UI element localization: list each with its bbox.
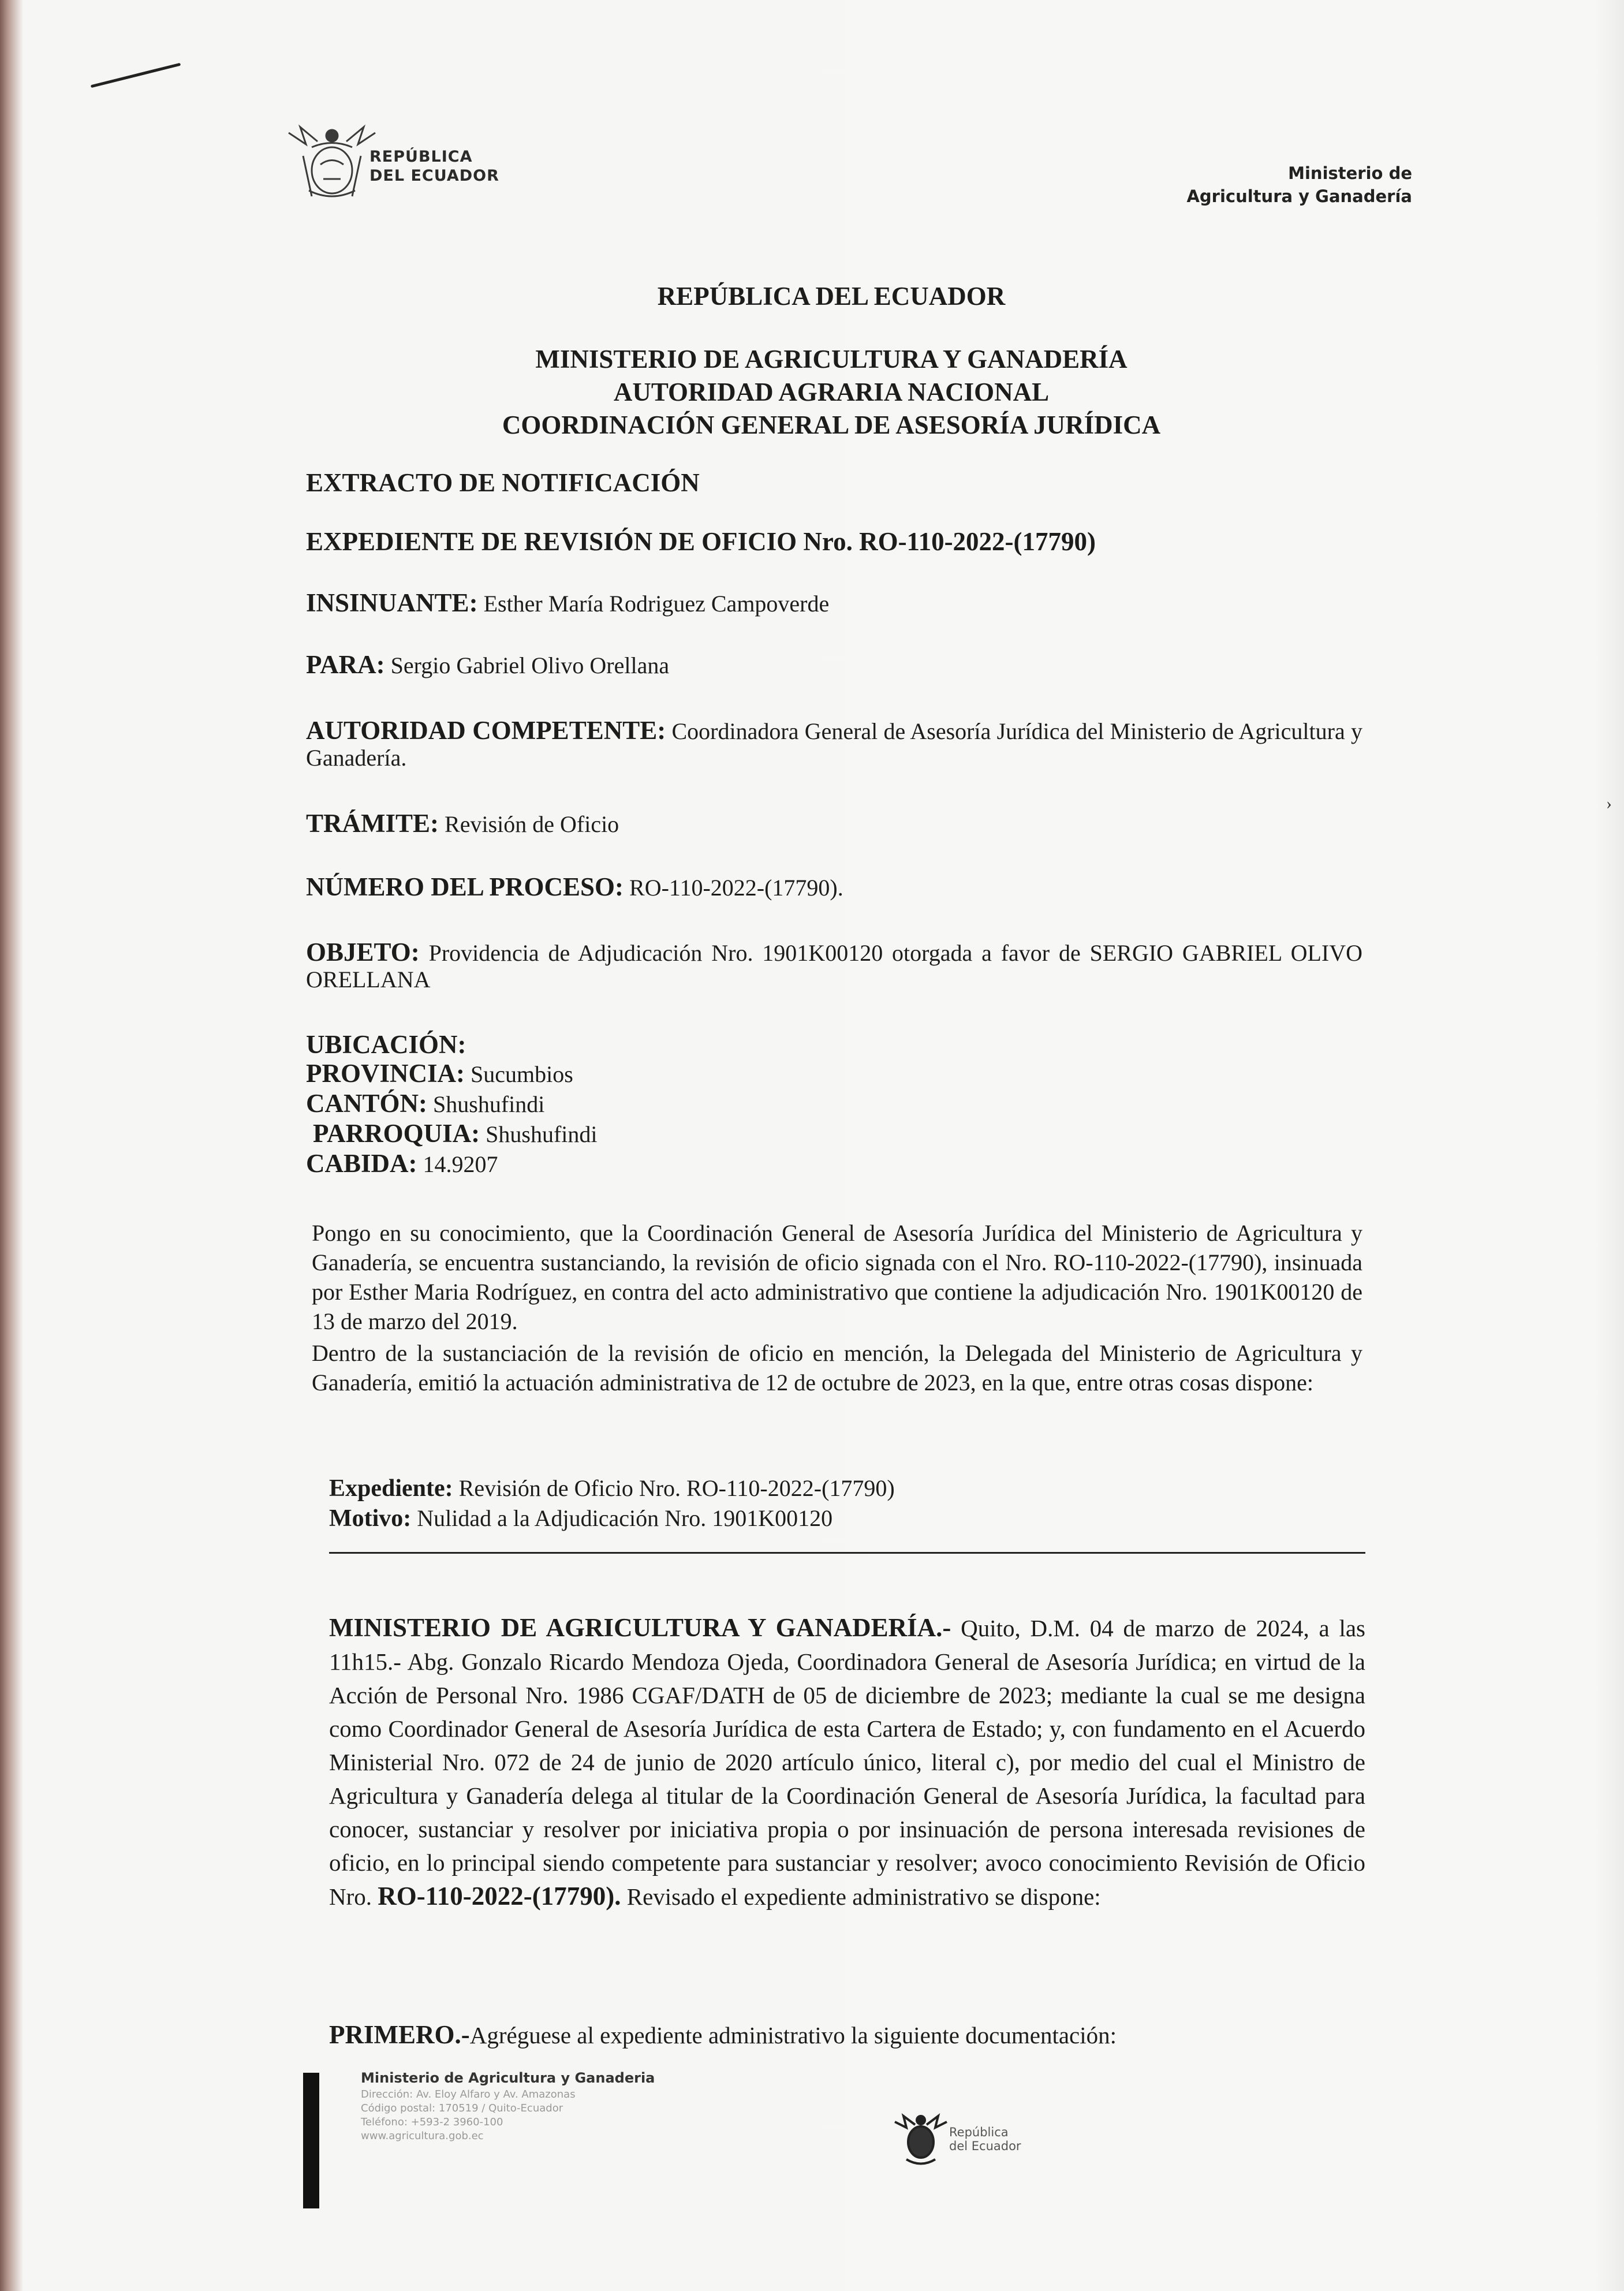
canton-label: CANTÓN: [306, 1089, 427, 1118]
parroquia-value: Shushufindi [486, 1121, 598, 1147]
tramite-value: Revisión de Oficio [445, 811, 619, 837]
providencia-motivo-value: Nulidad a la Adjudicación Nro. 1901K00120 [417, 1505, 833, 1531]
provincia-value: Sucumbios [471, 1061, 573, 1087]
autoridad-field [306, 717, 1362, 771]
paragraph-2: Dentro de la sustanciación de la revisión de oficio en mención, la Delegada del Ministerio de Agricultura y Ganadería, emitió la actuación administrativa de 12 de octubre de 2023, en la que, entre otras cosas dispone: [312, 1340, 1362, 1396]
header-ministry [1186, 162, 1412, 208]
cabida-value: 14.9207 [423, 1151, 498, 1177]
resolution-paragraph [329, 1611, 1365, 1913]
footer-codigo: Código postal: 170519 / Quito-Ecuador [361, 2102, 563, 2114]
resolution-tail: Revisado el expediente administrativo se dispone: [621, 1883, 1101, 1910]
resolution-body: Quito, D.M. 04 de marzo de 2024, a las 11h15.- Abg. Gonzalo Ricardo Mendoza Ojeda, Coordinadora General de Asesoría Jurídica; en virtud de la Acción de Personal Nro. 1986 CGAF/DATH de 05 de diciembre de 2023; mediante la cual se me designa como Coordinador General de Asesoría Jurídica de esta Cartera de Estado; y, con fundamento en el Acuerdo Ministerial Nro. 072 de 24 de junio de 2020 artículo único, literal c), por medio del cual el Ministro de Agricultura y Ganadería delega al titular de la Coordinación General de Asesoría Jurídica, la facultad para conocer, sustanciar y resolver por iniciativa propia o por insinuación de persona interesada revisiones de oficio, en lo principal siendo competente para sustanciar y resolver; avoco conocimiento Revisión de Oficio Nro. [329, 1615, 1365, 1910]
tramite-field [306, 808, 1362, 839]
tramite-label: TRÁMITE: [306, 809, 439, 838]
providencia-motivo-label: Motivo: [329, 1505, 412, 1532]
resolution-lead: MINISTERIO DE AGRICULTURA Y GANADERÍA.- [329, 1613, 951, 1642]
footer-logo [889, 2107, 1021, 2171]
ubicacion-label: UBICACIÓN: [306, 1030, 466, 1059]
header-republica: REPÚBLICA [369, 148, 473, 166]
numero-field [306, 872, 1362, 903]
cabida-label: CABIDA: [306, 1149, 417, 1178]
provincia-line [306, 1059, 1362, 1089]
providencia-motivo [329, 1503, 1362, 1533]
primero-text: Agréguese al expediente administrativo la siguiente documentación: [469, 2022, 1117, 2049]
title-autoridad: AUTORIDAD AGRARIA NACIONAL [613, 378, 1050, 406]
header-del-ecuador: DEL ECUADOR [369, 167, 499, 185]
footer-bar [303, 2073, 319, 2208]
footer-telefono: Teléfono: +593-2 3960-100 [361, 2116, 503, 2128]
cabida-line [306, 1149, 1362, 1179]
paragraph-1: Pongo en su conocimiento, que la Coordinación General de Asesoría Jurídica del Ministerio de Agricultura y Ganadería, se encuentra sustanciando, la revisión de oficio signada con el Nro. RO-110-2022-(17790), insinuada por Esther Maria Rodríguez, en contra del acto administrativo que contiene la adjudicación Nro. 1901K00120 de 13 de marzo del 2019. [312, 1220, 1362, 1334]
canton-line [306, 1089, 1362, 1119]
providencia-expediente-value: Revisión de Oficio Nro. RO-110-2022-(17790) [458, 1475, 895, 1501]
para-label: PARA: [306, 650, 385, 679]
title-coordinacion: COORDINACIÓN GENERAL DE ASESORÍA JURÍDICA [502, 411, 1161, 439]
scan-speck: › [1606, 794, 1612, 813]
parroquia-line [306, 1119, 1362, 1149]
ubicacion-block [306, 1030, 1362, 1179]
numero-value: RO-110-2022-(17790). [629, 875, 843, 901]
extracto-heading: EXTRACTO DE NOTIFICACIÓN [306, 468, 700, 497]
title-ministerio: MINISTERIO DE AGRICULTURA Y GANADERÍA [535, 345, 1128, 374]
footer-web: www.agricultura.gob.ec [361, 2130, 484, 2142]
footer-logo-line2: del Ecuador [949, 2139, 1021, 2153]
para-value: Sergio Gabriel Olivo Orellana [390, 652, 670, 678]
insinuante-field [306, 588, 1362, 619]
header-ministry-line2: Agricultura y Ganadería [1186, 186, 1412, 206]
providencia-expediente-label: Expediente: [329, 1475, 453, 1502]
resolution-ref: RO-110-2022-(17790). [378, 1882, 621, 1911]
autoridad-label: AUTORIDAD COMPETENTE: [306, 716, 666, 745]
objeto-value: Providencia de Adjudicación Nro. 1901K00120 otorgada a favor de SERGIO GABRIEL OLIVO ORELLANA [306, 940, 1362, 992]
objeto-label: OBJETO: [306, 938, 420, 967]
objeto-field [306, 939, 1362, 993]
divider-line [329, 1552, 1365, 1554]
footer-coat-of-arms-icon [889, 2107, 953, 2171]
provincia-label: PROVINCIA: [306, 1059, 465, 1088]
para-field [306, 650, 1362, 681]
insinuante-value: Esther María Rodriguez Campoverde [483, 591, 830, 617]
autoridad-value: Coordinadora General de Asesoría Jurídica del Ministerio de Agricultura y Ganadería. [306, 718, 1362, 771]
canton-value: Shushufindi [433, 1091, 545, 1117]
insinuante-label: INSINUANTE: [306, 588, 478, 617]
expediente-heading: EXPEDIENTE DE REVISIÓN DE OFICIO Nro. RO-110-2022-(17790) [306, 527, 1096, 556]
primero-label: PRIMERO.- [329, 2020, 470, 2049]
parroquia-label: PARROQUIA: [313, 1119, 480, 1148]
primero-line [329, 2018, 1365, 2052]
footer-direccion: Dirección: Av. Eloy Alfaro y Av. Amazonas [361, 2088, 576, 2100]
footer-title: Ministerio de Agricultura y Ganaderia [361, 2070, 655, 2086]
header-ministry-line1: Ministerio de [1288, 163, 1412, 183]
footer-logo-line1: República [949, 2125, 1009, 2139]
providencia-box [329, 1473, 1362, 1533]
footer-contact [361, 2068, 655, 2143]
header-coat-of-arms [277, 115, 499, 208]
numero-label: NÚMERO DEL PROCESO: [306, 872, 624, 901]
title-republica: REPÚBLICA DEL ECUADOR [657, 282, 1006, 311]
providencia-expediente [329, 1473, 1362, 1503]
